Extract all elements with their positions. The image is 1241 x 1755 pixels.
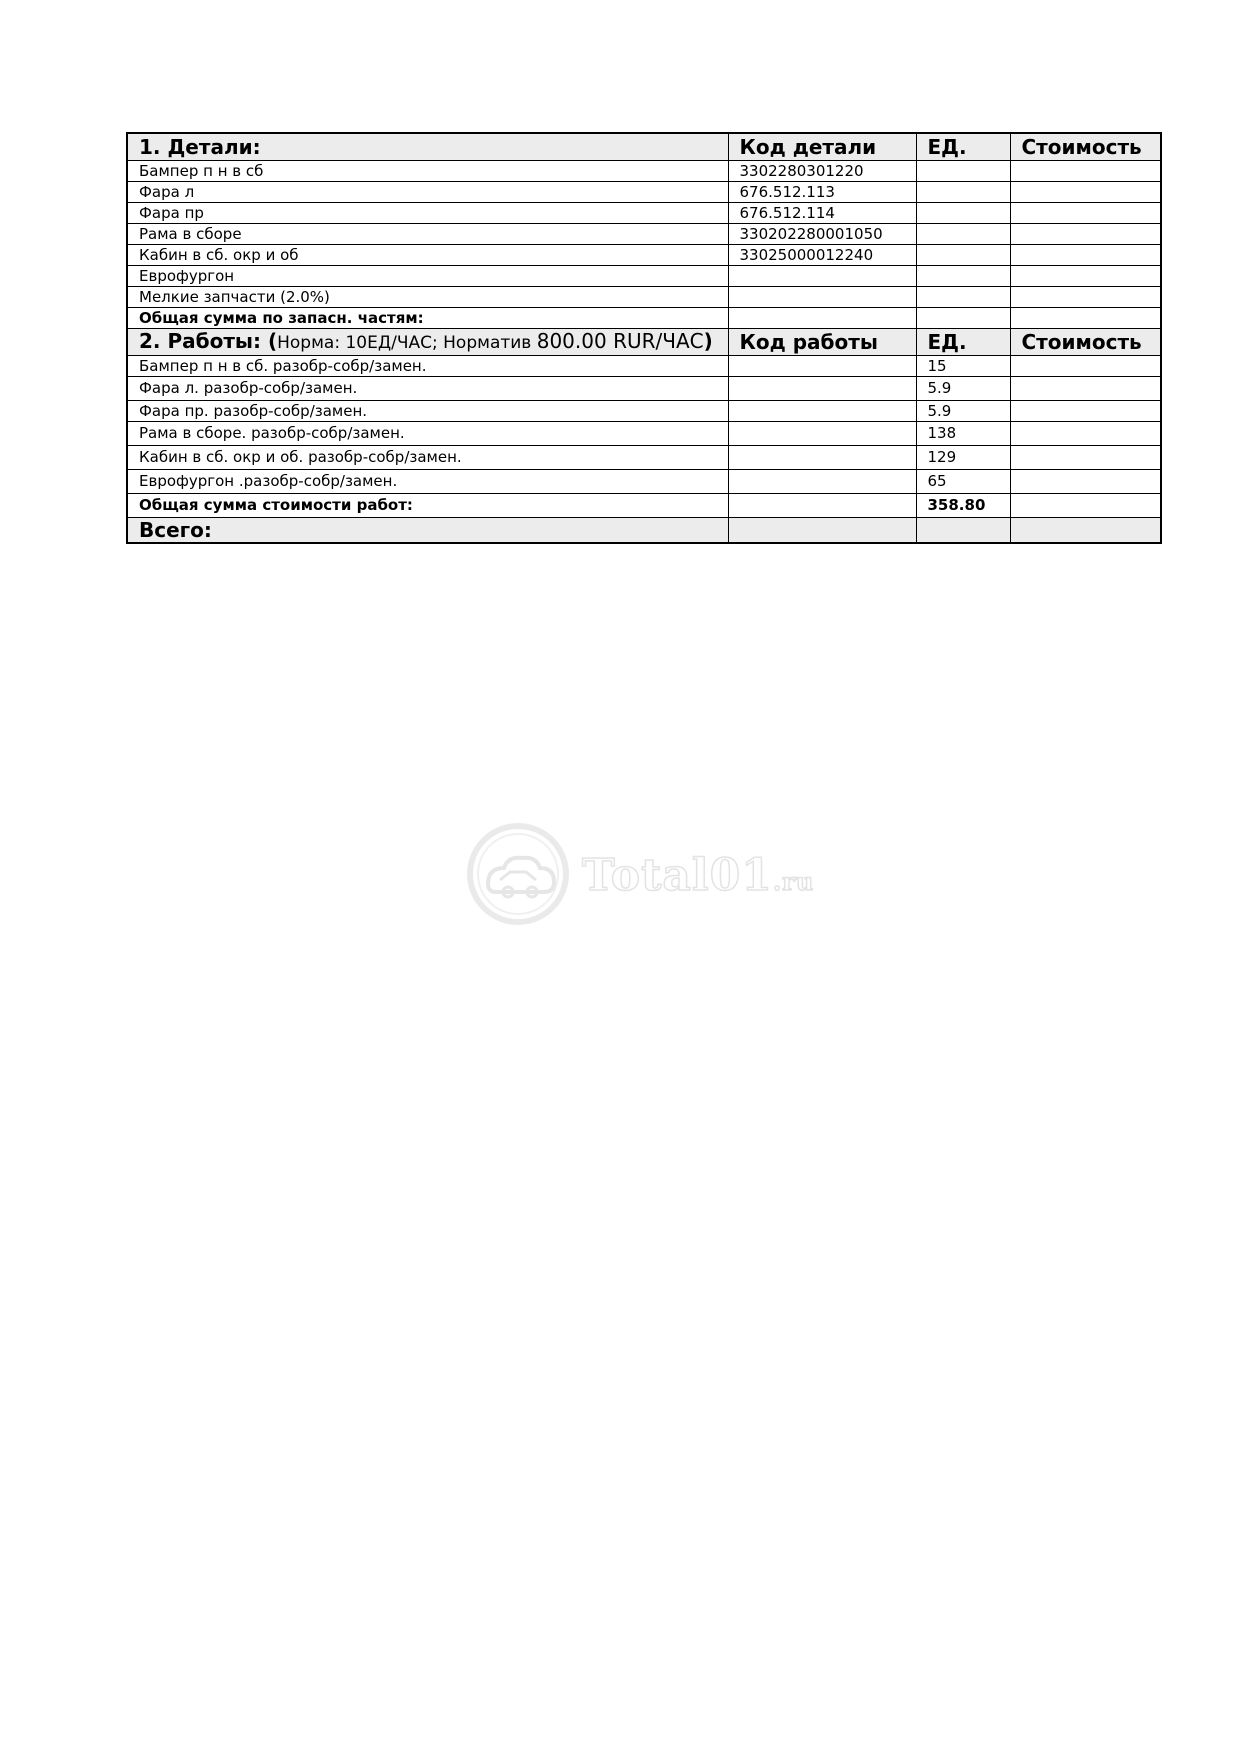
work-units: 15 [916,356,1010,377]
part-units [916,266,1010,287]
parts-code-header: Код детали [728,133,916,161]
parts-row [127,245,1161,266]
works-header-row [127,329,1161,356]
parts-row [127,266,1161,287]
works-total-row [127,494,1161,518]
works-total-cost [1010,494,1161,518]
part-name: Фара пр [127,203,728,224]
works-code-header: Код работы [728,329,916,356]
work-code [728,401,916,422]
grand-total-row [127,518,1161,544]
work-units: 5.9 [916,377,1010,401]
work-name: Кабин в сб. окр и об. разобр-собр/замен. [127,446,728,470]
parts-section-title: 1. Детали: [127,133,728,161]
work-name: Фара л. разобр-собр/замен. [127,377,728,401]
works-total-units: 358.80 [916,494,1010,518]
parts-total-label: Общая сумма по запасн. частям: [127,308,728,329]
part-code: 676.512.114 [728,203,916,224]
works-row [127,401,1161,422]
work-name: Еврофургон .разобр-собр/замен. [127,470,728,494]
work-units: 138 [916,422,1010,446]
part-name: Бампер п н в сб [127,161,728,182]
parts-units-header: ЕД. [916,133,1010,161]
works-row [127,446,1161,470]
parts-header-row [127,133,1161,161]
estimate-sheet [126,132,1160,544]
works-norm-value: 800.00 RUR/ЧАС [536,329,704,353]
part-code [728,266,916,287]
parts-total-cost [1010,308,1161,329]
work-units: 129 [916,446,1010,470]
part-cost [1010,161,1161,182]
work-name: Бампер п н в сб. разобр-собр/замен. [127,356,728,377]
part-name: Мелкие запчасти (2.0%) [127,287,728,308]
part-units [916,287,1010,308]
works-row [127,422,1161,446]
part-code: 676.512.113 [728,182,916,203]
work-name: Рама в сборе. разобр-собр/замен. [127,422,728,446]
part-units [916,245,1010,266]
watermark [466,822,815,932]
works-section-title [127,329,728,356]
part-cost [1010,203,1161,224]
works-norm-text: Норма: 10ЕД/ЧАС; Норматив [277,333,537,353]
work-cost [1010,470,1161,494]
work-code [728,446,916,470]
part-cost [1010,245,1161,266]
part-cost [1010,182,1161,203]
part-units [916,182,1010,203]
estimate-table [126,132,1162,544]
works-row [127,377,1161,401]
watermark-suffix: .ru [772,867,815,896]
works-norm [277,329,704,353]
part-units [916,203,1010,224]
work-code [728,470,916,494]
works-total-code [728,494,916,518]
part-cost [1010,224,1161,245]
parts-cost-header: Стоимость [1010,133,1161,161]
parts-total-units [916,308,1010,329]
part-name: Еврофургон [127,266,728,287]
part-code [728,287,916,308]
watermark-brand: Total01 [582,850,773,901]
works-title-close: ) [703,329,713,353]
parts-total-code [728,308,916,329]
work-name: Фара пр. разобр-собр/замен. [127,401,728,422]
grand-total-label: Всего: [127,518,728,544]
parts-row [127,287,1161,308]
part-code: 330202280001050 [728,224,916,245]
parts-total-row [127,308,1161,329]
parts-row [127,203,1161,224]
grand-total-cost [1010,518,1161,544]
part-units [916,161,1010,182]
work-cost [1010,356,1161,377]
part-name: Кабин в сб. окр и об [127,245,728,266]
works-units-header: ЕД. [916,329,1010,356]
work-cost [1010,422,1161,446]
part-cost [1010,287,1161,308]
part-name: Фара л [127,182,728,203]
works-title-text: 2. Работы: ( [139,329,278,353]
works-row [127,356,1161,377]
work-cost [1010,401,1161,422]
work-code [728,422,916,446]
work-cost [1010,377,1161,401]
work-code [728,377,916,401]
part-units [916,224,1010,245]
work-units: 5.9 [916,401,1010,422]
part-code: 33025000012240 [728,245,916,266]
part-code: 3302280301220 [728,161,916,182]
parts-row [127,224,1161,245]
works-total-label: Общая сумма стоимости работ: [127,494,728,518]
parts-row [127,182,1161,203]
work-cost [1010,446,1161,470]
works-cost-header: Стоимость [1010,329,1161,356]
parts-row [127,161,1161,182]
grand-total-units [916,518,1010,544]
work-code [728,356,916,377]
grand-total-code [728,518,916,544]
work-units: 65 [916,470,1010,494]
works-row [127,470,1161,494]
part-name: Рама в сборе [127,224,728,245]
part-cost [1010,266,1161,287]
watermark-text [582,850,814,901]
car-cloud-logo-icon [466,822,576,932]
